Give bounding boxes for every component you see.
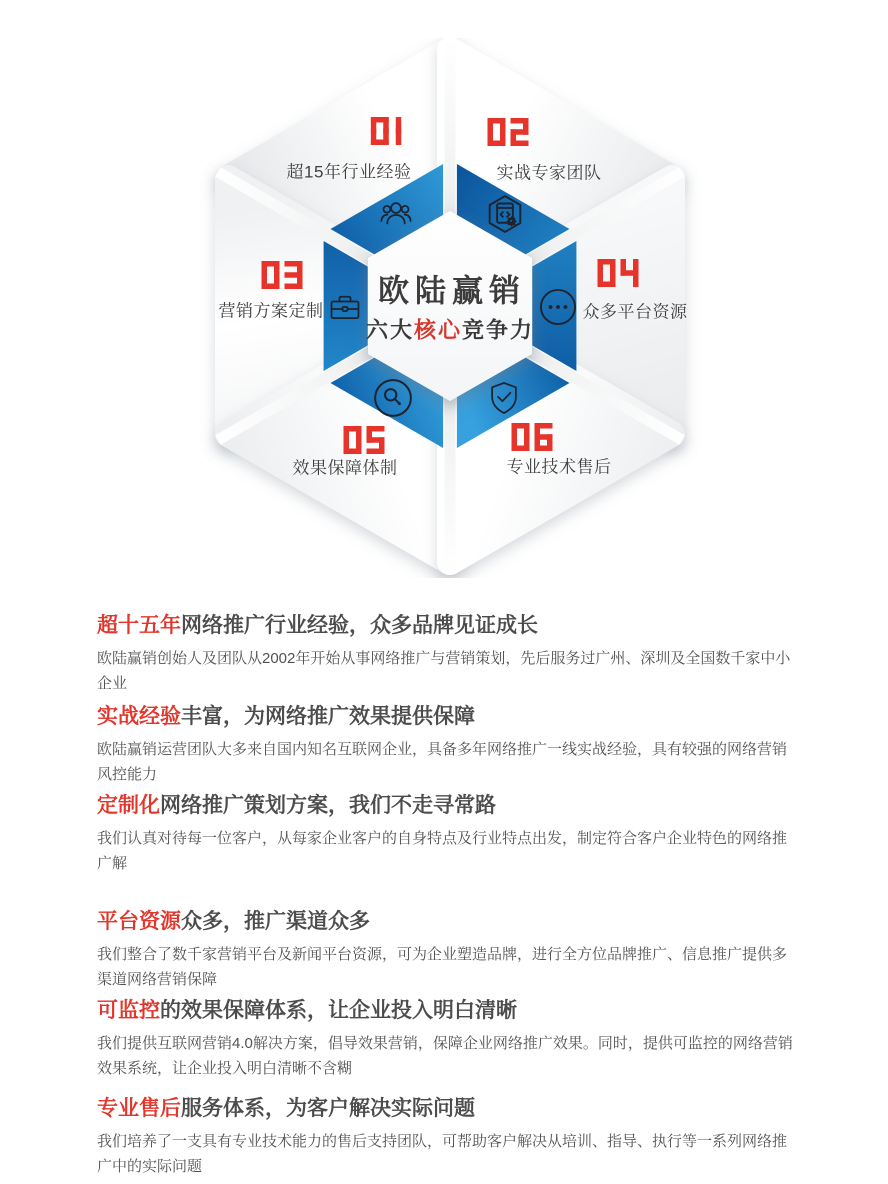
section-body: 欧陆赢销运营团队大多来自国内知名互联网企业，具备多年网络推广一线实战经验，具有较强的网络营销风控能力	[97, 741, 788, 783]
item-label-2: 实战专家团队	[496, 163, 602, 183]
item-number-03	[262, 261, 303, 289]
section-body: 欧陆赢销创始人及团队从2002年开始从事网络推广与营销策划，先后服务过广州、深圳及全国数千家中小企业	[97, 650, 791, 692]
shield-check-icon	[485, 379, 523, 417]
item-label-1: 超15年行业经验	[286, 162, 412, 182]
advantages-text-sections	[97, 612, 794, 1184]
section-monitoring	[97, 997, 794, 1081]
item-label-6: 专业技术售后	[506, 457, 612, 477]
item-number-06	[512, 423, 553, 451]
expert-team-icon	[484, 193, 526, 235]
section-aftersales	[97, 1095, 794, 1179]
section-body: 我们提供互联网营销4.0解决方案，倡导效果营销，保障企业网络推广效果。同时，提供可监控的网络营销效果系统，让企业投入明白清晰不含糊	[97, 1035, 793, 1077]
item-number-01	[371, 117, 402, 145]
section-platforms	[97, 908, 794, 992]
item-label-5: 效果保障体制	[292, 458, 398, 478]
core-competitiveness-diagram	[190, 38, 710, 578]
item-number-04	[598, 259, 639, 287]
section-heading: 定制化网络推广策划方案，我们不走寻常路	[97, 794, 496, 817]
section-experience	[97, 612, 794, 696]
item-number-05	[344, 426, 385, 454]
center-title: 欧陆赢销	[378, 273, 526, 309]
section-heading: 平台资源众多，推广渠道众多	[97, 910, 370, 933]
search-icon	[371, 376, 415, 420]
center-subtitle-highlight: 核心	[413, 317, 463, 343]
section-heading: 实战经验丰富，为网络推广效果提供保障	[97, 705, 475, 728]
center-subtitle-post: 竞争力	[462, 317, 535, 343]
item-label-3: 营销方案定制	[218, 301, 324, 321]
section-body: 我们整合了数千家营销平台及新闻平台资源，可为企业塑造品牌，进行全方位品牌推广、信息推广提供多渠道网络营销保障	[97, 946, 788, 988]
center-subtitle	[366, 314, 534, 345]
section-heading: 可监控的效果保障体系，让企业投入明白清晰	[97, 999, 517, 1022]
item-number-02	[488, 118, 529, 146]
section-body: 我们培养了一支具有专业技术能力的售后支持团队，可帮助客户解决从培训、指导、执行等一系列网络推广中的实际问题	[97, 1133, 788, 1175]
section-body: 我们认真对待每一位客户，从每家企业客户的自身特点及行业特点出发，制定符合客户企业特色的网络推广解	[97, 830, 788, 872]
section-heading: 超十五年网络推广行业经验，众多品牌见证成长	[97, 614, 538, 637]
section-customized	[97, 792, 794, 876]
briefcase-icon	[326, 288, 364, 326]
section-heading: 专业售后服务体系，为客户解决实际问题	[97, 1097, 475, 1120]
section-practical	[97, 703, 794, 787]
center-subtitle-pre: 六大	[365, 317, 414, 343]
users-icon	[377, 195, 415, 233]
item-label-4: 众多平台资源	[582, 302, 688, 322]
more-options-icon	[537, 286, 579, 328]
